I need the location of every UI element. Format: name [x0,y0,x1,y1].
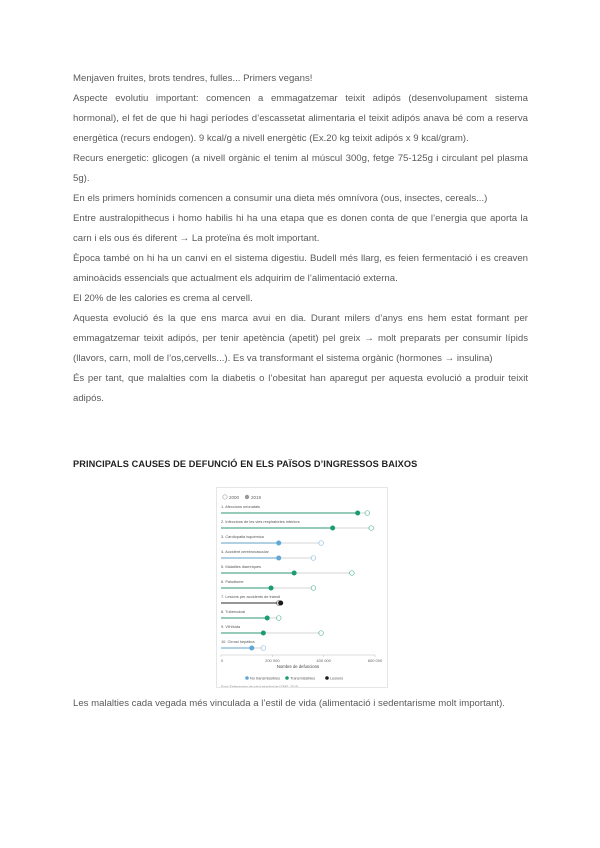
source-note: Font: Estimacions de salut mundial de l’OMS, 2019 [221,685,298,687]
point-2000 [319,631,324,636]
body-text [73,69,528,409]
paragraph: Entre australopithecus i homo habilis hi ha una etapa que es donen conta de que l’energia que aporta la carn i els ous és diferent → La proteïna és molt important. [73,213,528,244]
x-tick-label: 0 [221,658,224,663]
paragraph: Aspecte evolutiu important: comencen a emmagatzemar teixit adipós (desenvolupament sistema hormonal), el fet de que hi hagi períodes d’escassetat alimentaria el teixit adipós anava bé com a reserva energètica (recurs endogen). 9 kcal/g a nivell energètic (Ex.20 kg teixit adipós x 9 kcal/gram). [73,93,528,144]
point-2019 [276,541,281,546]
legend-2000-marker [223,495,227,499]
category-label: 2. Infeccions de les vies respiratòries inferiors [221,519,300,524]
group-legend-marker [285,676,289,680]
group-legend-label: Lesions [330,676,344,681]
category-label: 7. Lesions per accidents de trànsit [221,594,281,599]
paragraph: Època també on hi ha un canvi en el sistema digestiu. Budell més llarg, es feien fermentació i es creaven aminoàcids essencials que actualment els adquirim de l’alimentació externa. [73,253,528,284]
paragraph: Les malalties cada vegada més vinculada a l’estil de vida (alimentació i sedentarisme molt important). [73,698,505,709]
group-legend-marker [245,676,249,680]
point-2019 [292,571,297,576]
closing-text [73,694,528,714]
category-label: 4. Accident cerebrovascular [221,549,269,554]
paragraph: En els primers homínids comencen a consumir una dieta més omnívora (ous, insectes, cereals...) [73,193,488,204]
category-label: 9. VIH/sida [221,624,241,629]
paragraph: Menjaven fruites, brots tendres, fulles... Primers vegans! [73,73,313,84]
point-2019 [265,616,270,621]
category-label: 10. Cirrosi hepàtica [221,639,255,644]
point-2019 [261,631,266,636]
point-2000 [311,556,316,561]
paragraph: És per tant, que malalties com la diabetis o l’obesitat han aparegut per aquesta evolució a produir teixit adipós. [73,373,528,404]
category-label: 8. Tuberculosi [221,609,246,614]
legend-2019-label: 2019 [251,495,262,500]
group-legend-label: No transmissibles [250,676,280,681]
paragraph: Recurs energetic: glicogen (a nivell orgànic el tenim al múscul 300g, fetge 75-125g i circulant pel plasma 5g). [73,153,528,184]
point-2000 [350,571,355,576]
point-2000 [319,541,324,546]
point-2000 [261,646,266,651]
point-2019 [276,556,281,561]
chart-svg [217,488,387,687]
group-legend-label: Transmissibles [290,676,316,681]
causes-of-death-chart [216,487,388,688]
point-2000 [276,616,281,621]
paragraph: El 20% de les calories es crema al cervell. [73,293,253,304]
section-title: PRINCIPALS CAUSES DE DEFUNCIÓ EN ELS PAÏSOS D’INGRESSOS BAIXOS [73,459,418,469]
x-axis-label: Nombre de defuncions [276,664,320,669]
point-2000 [369,526,374,531]
point-2000 [311,586,316,591]
point-2019 [355,511,360,516]
point-2019 [278,601,283,606]
legend-2000-label: 2000 [229,495,240,500]
x-tick-label: 200 000 [265,658,280,663]
x-tick-label: 600 000 [367,658,383,663]
category-label: 1. Afeccions neonatals [221,504,260,509]
category-label: 5. Malalties diarreiques [221,564,262,569]
paragraph: Aquesta evolució és la que ens marca avui en dia. Durant milers d’anys ens hem estat formant per emmagatzemar teixit adipós, per tenir apetència (apetit) pel greix → molt preparats per consumir lípids (llavors, carn, moll de l’os,cervells...). Es va transformant el sistema orgànic (hormones → insulina) [73,313,528,364]
category-label: 3. Cardiopatia isquèmica [221,534,264,539]
point-2019 [269,586,274,591]
point-2019 [330,526,335,531]
point-2019 [249,646,254,651]
group-legend-marker [325,676,329,680]
legend-2019-marker [245,495,249,499]
x-tick-label: 400 000 [316,658,331,663]
category-label: 6. Paludisme [221,579,244,584]
point-2000 [365,511,370,516]
